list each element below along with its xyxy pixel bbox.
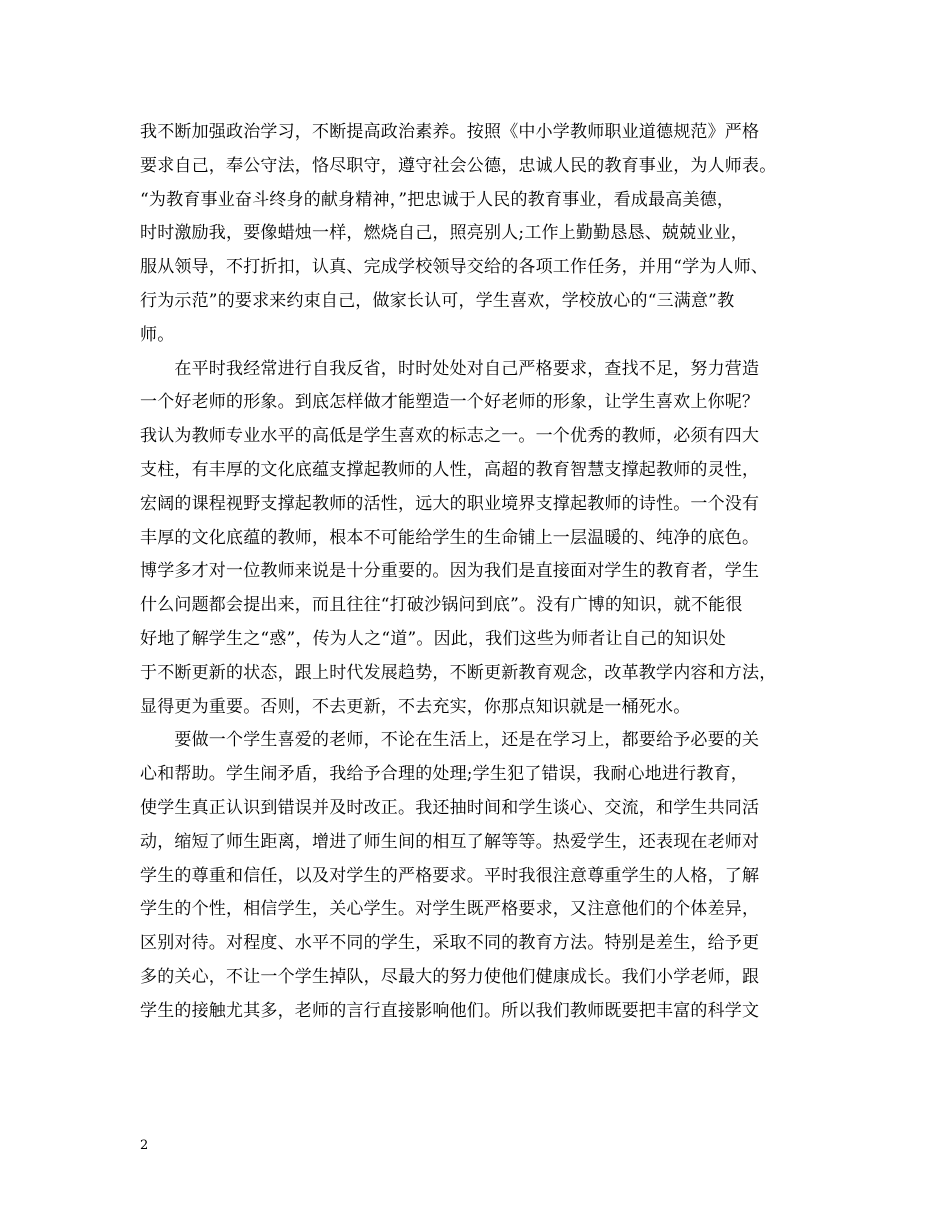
text-line: “为教育事业奋斗终身的献身精神，”把忠诚于人民的教育事业，看成最高美德， xyxy=(140,189,735,210)
text-line: 我认为教师专业水平的高低是学生喜欢的标志之一。一个优秀的教师，必须有四大 xyxy=(140,426,760,447)
text-line: 学生的尊重和信任，以及对学生的严格要求。平时我很注意尊重学生的人格，了解 xyxy=(140,865,760,886)
text-line: 在平时我经常进行自我反省，时时处处对自己严格要求，查找不足，努力营造 xyxy=(140,358,760,379)
text-line: 丰厚的文化底蕴的教师，根本不可能给学生的生命铺上一层温暖的、纯净的底色。 xyxy=(140,527,760,548)
text-line: 好地了解学生之“惑”，传为人之“道”。因此，我们这些为师者让自己的知识处 xyxy=(140,628,726,649)
text-line: 多的关心，不让一个学生掉队，尽最大的努力使他们健康成长。我们小学老师，跟 xyxy=(140,966,760,987)
text-line: 于不断更新的状态，跟上时代发展趋势，不断更新教育观念，改革教学内容和方法， xyxy=(140,662,777,683)
text-line: 要做一个学生喜爱的老师，不论在生活上，还是在学习上，都要给予必要的关 xyxy=(140,730,760,751)
text-line: 学生的个性，相信学生，关心学生。对学生既严格要求，又注意他们的个体差异， xyxy=(140,899,760,920)
page-number: 2 xyxy=(140,1138,149,1153)
text-line: 宏阔的课程视野支撑起教师的活性，远大的职业境界支撑起教师的诗性。一个没有 xyxy=(140,493,760,514)
text-line: 要求自己，奉公守法，恪尽职守，遵守社会公德，忠诚人民的教育事业，为人师表。 xyxy=(140,155,777,176)
text-line: 什么问题都会提出来，而且往往“打破沙锅问到底”。没有广博的知识，就不能很 xyxy=(140,595,743,616)
text-line: 心和帮助。学生闹矛盾，我给予合理的处理;学生犯了错误，我耐心地进行教育， xyxy=(140,764,748,785)
text-line: 我不断加强政治学习，不断提高政治素养。按照《中小学教师职业道德规范》严格 xyxy=(140,122,760,142)
text-line: 区别对待。对程度、水平不同的学生，采取不同的教育方法。特别是差生，给予更 xyxy=(140,933,760,954)
text-line: 服从领导，不打折扣，认真、完成学校领导交给的各项工作任务，并用“学为人师、 xyxy=(140,257,769,278)
text-line: 一个好老师的形象。到底怎样做才能塑造一个好老师的形象，让学生喜欢上你呢？ xyxy=(140,392,760,413)
text-line: 动，缩短了师生距离，增进了师生间的相互了解等等。热爱学生，还表现在老师对 xyxy=(140,831,760,852)
text-line: 师。 xyxy=(140,324,175,345)
text-line: 学生的接触尤其多，老师的言行直接影响他们。所以我们教师既要把丰富的科学文 xyxy=(140,1000,760,1021)
text-line: 使学生真正认识到错误并及时改正。我还抽时间和学生谈心、交流，和学生共同活 xyxy=(140,797,760,818)
text-line: 支柱，有丰厚的文化底蕴支撑起教师的人性，高超的教育智慧支撑起教师的灵性， xyxy=(140,459,760,480)
body-text xyxy=(140,116,830,1029)
text-line: 博学多才对一位教师来说是十分重要的。因为我们是直接面对学生的教育者，学生 xyxy=(140,561,760,582)
text-line: 时时激励我，要像蜡烛一样，燃烧自己，照亮别人;工作上勤勤恳恳、兢兢业业， xyxy=(140,223,748,244)
text-line: 行为示范”的要求来约束自己，做家长认可，学生喜欢，学校放心的“三满意”教 xyxy=(140,290,735,311)
text-line: 显得更为重要。否则，不去更新，不去充实，你那点知识就是一桶死水。 xyxy=(140,696,691,717)
